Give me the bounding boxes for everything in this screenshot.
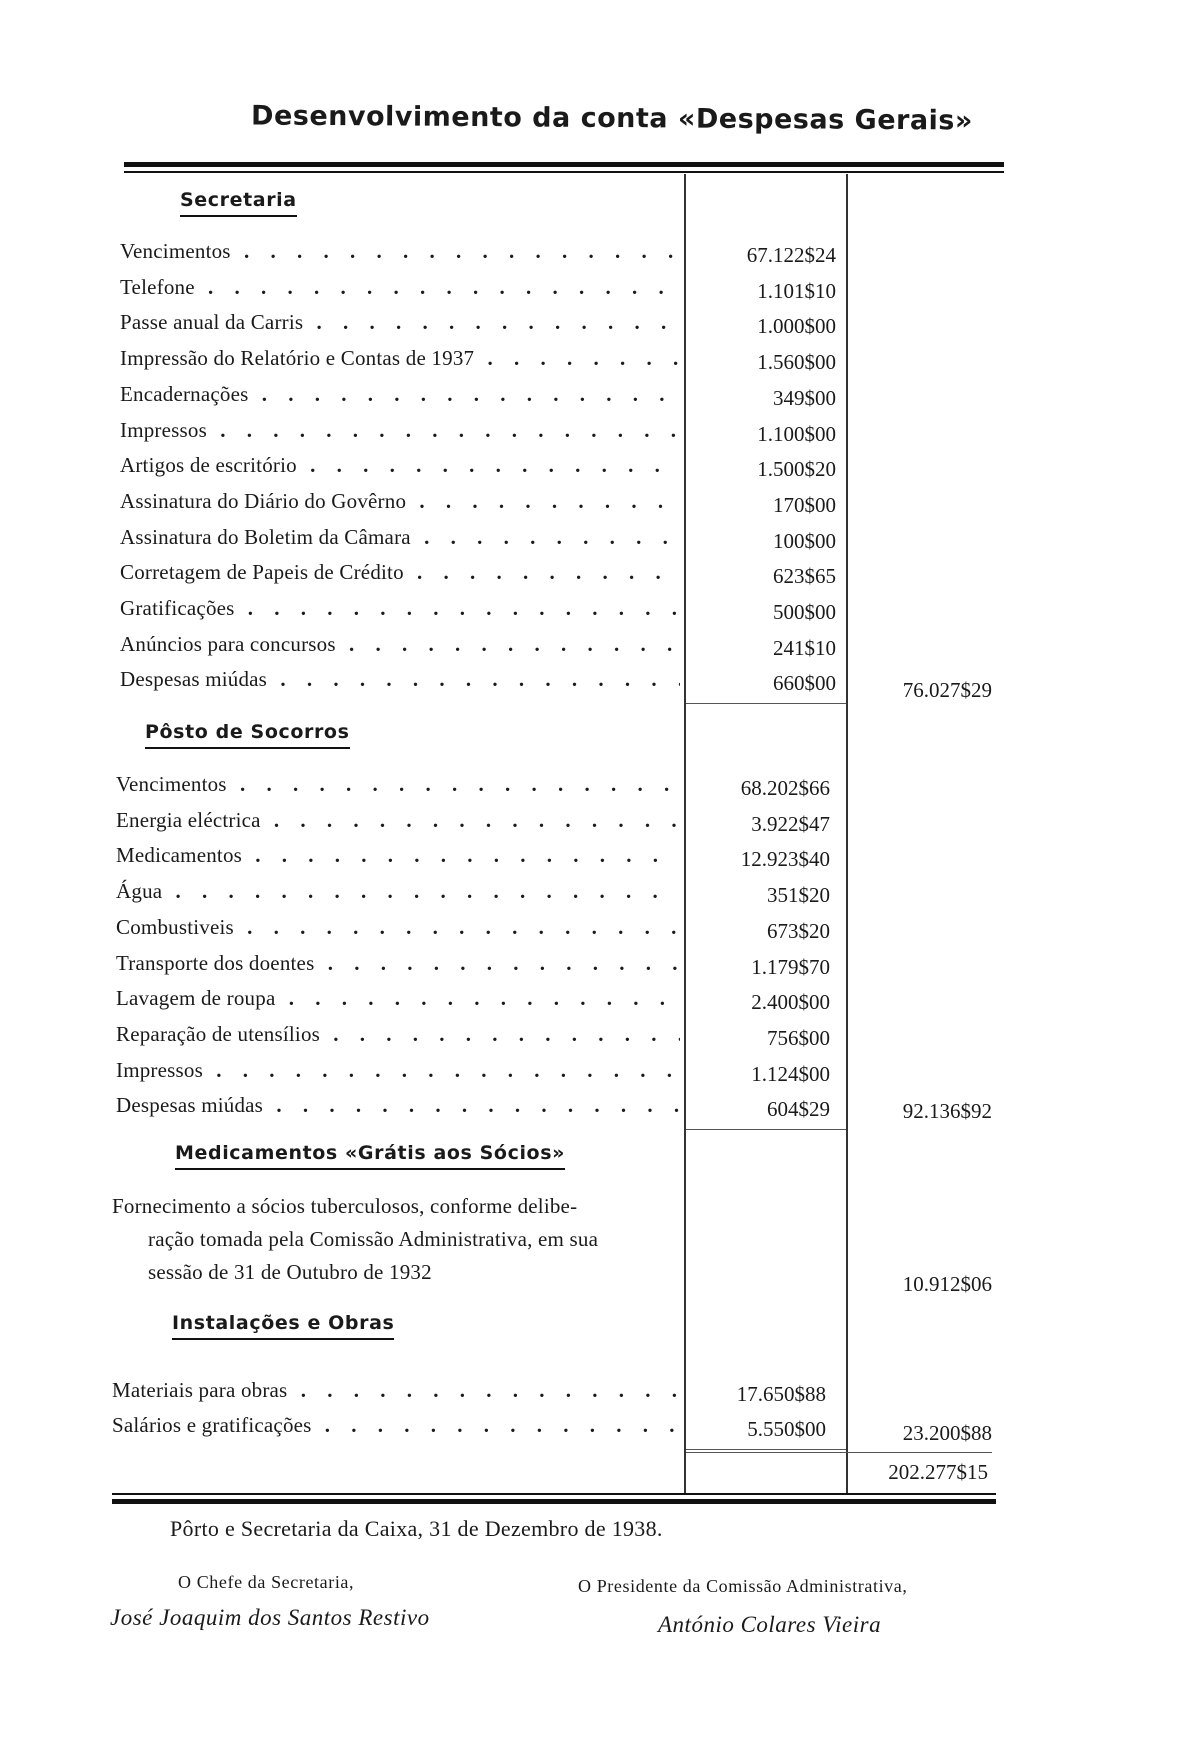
line-item	[116, 808, 680, 838]
line-item-label: Materiais para obras . . .	[112, 1378, 680, 1403]
bottom-rule	[112, 1499, 996, 1504]
line-item	[116, 879, 680, 909]
section-heading: Instalações e Obras	[172, 1312, 394, 1340]
section-total: 10.912$06	[902, 1272, 992, 1296]
line-item	[120, 596, 680, 626]
line-item-label: Impressos . . .	[116, 1058, 680, 1083]
line-item	[120, 632, 680, 662]
line-item-label: Água . . .	[116, 879, 680, 904]
line-item	[116, 772, 680, 802]
line-item-label: Assinatura do Boletim da Câmara . . .	[120, 525, 680, 550]
subtotal-rule	[686, 1129, 846, 1130]
line-item-amount: 1.500$20	[757, 457, 836, 482]
line-item	[116, 843, 680, 873]
line-item-label: Encadernações . . .	[120, 382, 680, 407]
line-item-amount: 756$00	[767, 1025, 830, 1050]
line-item-amount: 12.923$40	[740, 847, 830, 872]
line-item-amount: 67.122$24	[746, 243, 836, 267]
line-item-amount: 673$20	[767, 918, 830, 943]
line-item-amount: 1.101$10	[757, 278, 836, 303]
line-item-amount: 5.550$00	[747, 1417, 826, 1441]
line-item-amount: 1.124$00	[751, 1061, 830, 1086]
line-item-label: Corretagem de Papeis de Crédito . . .	[120, 560, 680, 585]
description-line: Fornecimento a sócios tuberculosos, conforme delibe-	[112, 1194, 578, 1218]
line-item	[120, 560, 680, 590]
section-heading: Medicamentos «Grátis aos Sócios»	[175, 1142, 565, 1170]
line-item-amount: 17.650$88	[736, 1382, 826, 1406]
line-item-amount: 1.000$00	[757, 314, 836, 339]
line-item-amount: 100$00	[773, 528, 836, 553]
section-total: 23.200$88	[902, 1421, 992, 1445]
line-item-label: Salários e gratificações . . .	[112, 1413, 680, 1438]
line-item	[120, 239, 680, 269]
left-signatory-role: O Chefe da Secretaria,	[178, 1572, 355, 1592]
line-item-label: Vencimentos . . .	[120, 239, 680, 264]
line-item-amount: 1.560$00	[757, 350, 836, 375]
line-item-label: Impressos . . .	[120, 418, 680, 443]
column-divider-totals	[846, 174, 848, 1494]
line-item-label: Lavagem de roupa . . .	[116, 986, 680, 1011]
line-item	[116, 1058, 680, 1088]
line-item-label: Transporte dos doentes . . .	[116, 951, 680, 976]
line-item-amount: 170$00	[773, 492, 836, 517]
line-item-amount: 604$29	[767, 1097, 830, 1122]
line-item-label: Passe anual da Carris . . .	[120, 310, 680, 335]
column-divider-amounts	[684, 174, 686, 1494]
line-item	[116, 1022, 680, 1052]
line-item-label: Despesas miúdas . . .	[120, 667, 680, 692]
description-line: sessão de 31 de Outubro de 1932	[148, 1260, 432, 1284]
date-line: Pôrto e Secretaria da Caixa, 31 de Dezembro de 1938.	[170, 1516, 663, 1541]
line-item-amount: 1.179$70	[751, 954, 830, 979]
top-rule-thin	[124, 171, 1004, 173]
line-item	[116, 951, 680, 981]
line-item-label: Anúncios para concursos . . .	[120, 632, 680, 657]
line-item	[120, 525, 680, 555]
line-item	[120, 453, 680, 483]
section-heading: Secretaria	[180, 189, 297, 217]
left-signatory-name: José Joaquim dos Santos Restivo	[110, 1605, 430, 1630]
line-item	[120, 310, 680, 340]
line-item	[120, 489, 680, 519]
line-item-label: Energia eléctrica . . .	[116, 808, 680, 833]
line-item-amount: 241$10	[773, 635, 836, 660]
line-item-amount: 68.202$66	[740, 776, 830, 800]
line-item-label: Combustiveis . . .	[116, 915, 680, 940]
top-rule	[124, 162, 1004, 167]
line-item-amount: 500$00	[773, 600, 836, 624]
line-item-amount: 349$00	[773, 385, 836, 410]
bottom-rule-thin	[112, 1493, 996, 1495]
line-item-label: Reparação de utensílios . . .	[116, 1022, 680, 1047]
section-heading: Pôsto de Socorros	[145, 721, 350, 749]
line-item	[116, 986, 680, 1016]
line-item-amount: 3.922$47	[751, 811, 830, 836]
line-item	[116, 915, 680, 945]
subtotal-rule	[686, 703, 846, 704]
line-item-label: Vencimentos . . .	[116, 772, 680, 797]
line-item-label: Assinatura do Diário do Govêrno . . .	[120, 489, 680, 514]
line-item-amount: 351$20	[767, 883, 830, 908]
line-item	[116, 1093, 680, 1123]
line-item-amount: 1.100$00	[757, 421, 836, 446]
line-item	[120, 346, 680, 376]
line-item-label: Despesas miúdas . . .	[116, 1093, 680, 1118]
line-item	[112, 1378, 680, 1408]
line-item	[120, 418, 680, 448]
line-item	[120, 382, 680, 412]
grand-total: 202.277$15	[888, 1460, 988, 1484]
line-item-label: Gratificações . . .	[120, 596, 680, 621]
line-item-label: Impressão do Relatório e Contas de 1937 . . .	[120, 346, 680, 371]
line-item-label: Telefone . . .	[120, 275, 680, 300]
section-total: 76.027$29	[902, 678, 992, 702]
page-title: Desenvolvimento da conta «Despesas Gerais»	[251, 100, 973, 137]
line-item-amount: 623$65	[773, 564, 836, 589]
subtotal-rule	[686, 1449, 846, 1450]
grand-total-rule	[686, 1452, 992, 1453]
description-line: ração tomada pela Comissão Administrativa, em sua	[148, 1227, 599, 1251]
line-item	[120, 667, 680, 697]
line-item-label: Artigos de escritório . . .	[120, 453, 680, 478]
line-item	[120, 275, 680, 305]
line-item-amount: 2.400$00	[751, 990, 830, 1015]
right-signatory-role: O Presidente da Comissão Administrativa,	[578, 1576, 908, 1596]
line-item-amount: 660$00	[773, 671, 836, 696]
right-signatory-name: António Colares Vieira	[658, 1612, 882, 1637]
line-item	[112, 1413, 680, 1443]
section-total: 92.136$92	[902, 1099, 992, 1123]
line-item-label: Medicamentos . . .	[116, 843, 680, 868]
